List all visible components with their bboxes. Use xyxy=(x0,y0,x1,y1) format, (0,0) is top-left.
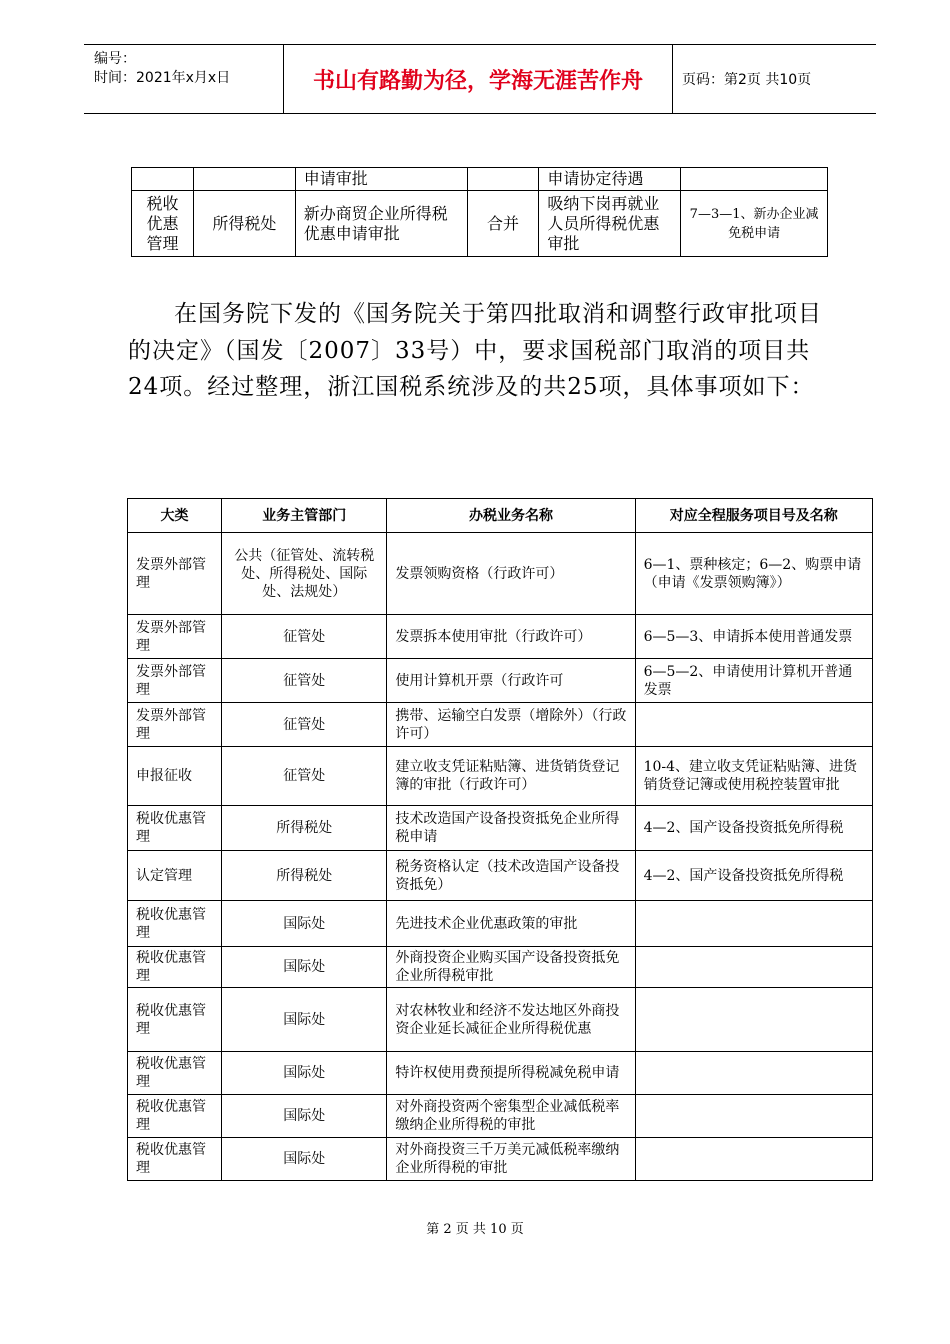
table-header-row xyxy=(128,499,873,533)
category-cell: 税收优惠管理 xyxy=(128,947,222,988)
business-name-cell: 技术改造国产设备投资抵免企业所得税申请 xyxy=(387,806,635,851)
business-name-cell: 使用计算机开票（行政许可 xyxy=(387,659,635,703)
category-cell: 发票外部管理 xyxy=(128,533,222,615)
business-name-cell: 携带、运输空白发票（增除外）（行政许可） xyxy=(387,703,635,747)
top-partial-table xyxy=(131,167,828,257)
service-item-cell: 6—5—3、申请拆本使用普通发票 xyxy=(635,615,872,659)
service-item-cell xyxy=(635,1052,872,1095)
category-cell: 发票外部管理 xyxy=(128,615,222,659)
table-row xyxy=(128,615,873,659)
service-item-cell: 6—1、票种核定；6—2、购票申请（申请《发票领购簿》） xyxy=(635,533,872,615)
category-cell: 发票外部管理 xyxy=(128,703,222,747)
category-cell: 税收优惠管理 xyxy=(128,1095,222,1138)
service-item-cell: 10-4、建立收支凭证粘贴簿、进货销货登记簿或使用税控装置审批 xyxy=(635,747,872,806)
department-cell: 征管处 xyxy=(222,703,387,747)
column-header: 业务主管部门 xyxy=(222,499,387,533)
table-row xyxy=(128,988,873,1052)
table-row xyxy=(128,1052,873,1095)
category-cell: 税收优惠管理 xyxy=(128,1052,222,1095)
service-item-cell: 4—2、国产设备投资抵免所得税 xyxy=(635,806,872,851)
table-row xyxy=(132,168,828,191)
header-meta xyxy=(84,45,284,113)
table-row xyxy=(132,191,828,257)
department-cell: 所得税处 xyxy=(222,806,387,851)
table-row xyxy=(128,1138,873,1181)
table-cell: 所得税处 xyxy=(193,191,295,257)
department-cell: 国际处 xyxy=(222,1095,387,1138)
business-name-cell: 先进技术企业优惠政策的审批 xyxy=(387,901,635,947)
department-cell: 公共（征管处、流转税处、所得税处、国际处、法规处） xyxy=(222,533,387,615)
table-row xyxy=(128,747,873,806)
department-cell: 国际处 xyxy=(222,1052,387,1095)
category-cell: 税收优惠管理 xyxy=(128,901,222,947)
service-item-cell xyxy=(635,1095,872,1138)
business-name-cell: 对农林牧业和经济不发达地区外商投资企业延长减征企业所得税优惠 xyxy=(387,988,635,1052)
table-cell: 合并 xyxy=(467,191,539,257)
department-cell: 征管处 xyxy=(222,659,387,703)
service-item-cell: 6—5—2、申请使用计算机开普通发票 xyxy=(635,659,872,703)
department-cell: 国际处 xyxy=(222,947,387,988)
business-name-cell: 对外商投资两个密集型企业减低税率缴纳企业所得税的审批 xyxy=(387,1095,635,1138)
category-cell: 税收优惠管理 xyxy=(128,1138,222,1181)
table-cell xyxy=(681,168,828,191)
service-item-cell xyxy=(635,947,872,988)
page-footer: 第 2 页 共 10 页 xyxy=(426,1222,524,1237)
column-header: 大类 xyxy=(128,499,222,533)
page-header xyxy=(84,44,876,114)
header-date: 时间：2021年x月x日 xyxy=(94,70,231,86)
category-cell: 税收优惠管理 xyxy=(128,988,222,1052)
category-cell: 税收优惠管理 xyxy=(128,806,222,851)
table-cell xyxy=(467,168,539,191)
table-row xyxy=(128,533,873,615)
table-row xyxy=(128,901,873,947)
table-cell: 申请协定待遇 xyxy=(539,168,681,191)
column-header: 对应全程服务项目号及名称 xyxy=(635,499,872,533)
service-item-cell xyxy=(635,703,872,747)
table-row xyxy=(128,947,873,988)
business-name-cell: 对外商投资三千万美元减低税率缴纳企业所得税的审批 xyxy=(387,1138,635,1181)
department-cell: 国际处 xyxy=(222,1138,387,1181)
table-cell xyxy=(193,168,295,191)
category-cell: 发票外部管理 xyxy=(128,659,222,703)
column-header: 办税业务名称 xyxy=(387,499,635,533)
header-page-info: 页码：第2页 共10页 xyxy=(682,72,812,88)
business-name-cell: 特许权使用费预提所得税减免税申请 xyxy=(387,1052,635,1095)
service-item-cell xyxy=(635,901,872,947)
table-cell: 7—3—1、新办企业减免税申请 xyxy=(681,191,828,257)
category-cell: 申报征收 xyxy=(128,747,222,806)
business-name-cell: 建立收支凭证粘贴簿、进货销货登记簿的审批（行政许可） xyxy=(387,747,635,806)
table-row xyxy=(128,659,873,703)
service-item-cell: 4—2、国产设备投资抵免所得税 xyxy=(635,851,872,901)
category-cell: 认定管理 xyxy=(128,851,222,901)
business-name-cell: 外商投资企业购买国产设备投资抵免企业所得税审批 xyxy=(387,947,635,988)
table-cell: 申请审批 xyxy=(295,168,467,191)
table-cell: 税收优惠管理 xyxy=(132,191,194,257)
department-cell: 国际处 xyxy=(222,901,387,947)
table-row xyxy=(128,703,873,747)
business-name-cell: 税务资格认定（技术改造国产设备投资抵免） xyxy=(387,851,635,901)
cancelled-items-table xyxy=(127,498,873,1181)
header-motto: 书山有路勤为径，学海无涯苦作舟 xyxy=(284,45,673,113)
table-row xyxy=(128,806,873,851)
table-cell xyxy=(132,168,194,191)
table-cell: 新办商贸企业所得税优惠申请审批 xyxy=(295,191,467,257)
paragraph-text: 在国务院下发的《国务院关于第四批取消和调整行政审批项目的决定》（国发〔2007〕33号）中，要求国税部门取消的项目共24项。经过整理，浙江国税系统涉及的共25项，具体事项如下： xyxy=(128,301,822,400)
service-item-cell xyxy=(635,988,872,1052)
table-row xyxy=(128,851,873,901)
business-name-cell: 发票领购资格（行政许可） xyxy=(387,533,635,615)
department-cell: 国际处 xyxy=(222,988,387,1052)
department-cell: 征管处 xyxy=(222,747,387,806)
service-item-cell xyxy=(635,1138,872,1181)
department-cell: 征管处 xyxy=(222,615,387,659)
department-cell: 所得税处 xyxy=(222,851,387,901)
table-row xyxy=(128,1095,873,1138)
header-number-label: 编号： xyxy=(94,51,136,67)
business-name-cell: 发票拆本使用审批（行政许可） xyxy=(387,615,635,659)
table-cell: 吸纳下岗再就业人员所得税优惠审批 xyxy=(539,191,681,257)
body-paragraph xyxy=(128,296,834,406)
